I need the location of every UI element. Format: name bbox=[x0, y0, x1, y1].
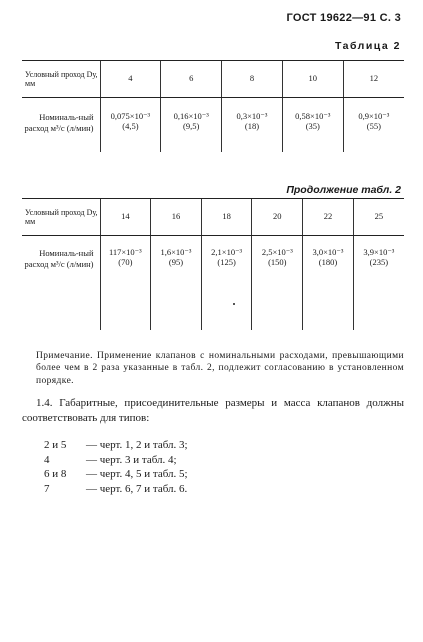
flow-lpm: (125) bbox=[217, 256, 236, 267]
scan-speck bbox=[233, 303, 235, 305]
drawing-reference: — черт. 3 и табл. 4; bbox=[86, 453, 177, 466]
flow-lpm: (180) bbox=[318, 256, 338, 267]
column-header: 12 bbox=[343, 61, 404, 98]
flow-lpm: (70) bbox=[118, 256, 133, 267]
table-header-row bbox=[22, 61, 404, 98]
table-header-row bbox=[22, 199, 404, 236]
table-cell bbox=[161, 98, 222, 153]
nominal-flow-label: Номиналь-ный расход м³/с (л/мин) bbox=[24, 112, 94, 133]
table-row bbox=[22, 236, 404, 331]
flow-value: 2,5×10⁻³ bbox=[261, 247, 293, 257]
flow-lpm: (9,5) bbox=[183, 120, 200, 131]
column-header: 18 bbox=[201, 199, 252, 236]
flow-lpm: (235) bbox=[369, 256, 389, 267]
flow-value: 2,1×10⁻³ bbox=[211, 247, 243, 257]
type-reference-list bbox=[44, 438, 188, 496]
table-2-continuation-caption: Продолжение табл. 2 bbox=[286, 184, 401, 196]
column-header: 14 bbox=[100, 199, 151, 236]
page-header: ГОСТ 19622—91 С. 3 bbox=[286, 12, 401, 24]
list-item bbox=[44, 453, 188, 468]
flow-value: 3,0×10⁻³ bbox=[312, 247, 344, 257]
column-header: 6 bbox=[161, 61, 222, 98]
flow-lpm: (55) bbox=[366, 120, 381, 131]
list-item bbox=[44, 467, 188, 482]
table-note: Примечание. Применение клапанов с номинальными расходами, превышающими более чем в 2 раза указанные в табл. 2, подлежит согласованию в установленном порядке. bbox=[36, 351, 404, 386]
column-header: 22 bbox=[303, 199, 354, 236]
flow-lpm: (4,5) bbox=[122, 120, 139, 131]
list-item bbox=[44, 482, 188, 497]
flow-value: 0,58×10⁻³ bbox=[295, 111, 331, 121]
flow-lpm: (95) bbox=[168, 256, 184, 267]
flow-lpm: (150) bbox=[268, 256, 287, 267]
drawing-reference: — черт. 1, 2 и табл. 3; bbox=[86, 439, 188, 451]
table-cell bbox=[343, 98, 404, 153]
nominal-bore-label: Условный проход Dу, мм bbox=[22, 199, 100, 236]
table-cell bbox=[151, 236, 202, 331]
table-cell bbox=[282, 98, 343, 153]
table-2-continuation bbox=[22, 198, 404, 330]
valve-types: 2 и 5 bbox=[44, 439, 67, 451]
table-cell bbox=[100, 98, 161, 153]
flow-value: 0,3×10⁻³ bbox=[236, 111, 268, 121]
table-cell bbox=[222, 98, 283, 153]
list-item bbox=[44, 438, 188, 453]
column-header: 16 bbox=[151, 199, 202, 236]
column-header: 4 bbox=[100, 61, 161, 98]
column-header: 25 bbox=[353, 199, 404, 236]
column-header: 20 bbox=[252, 199, 303, 236]
table-cell bbox=[100, 236, 151, 331]
table-row bbox=[22, 98, 404, 153]
table-2-caption: Таблица 2 bbox=[334, 40, 401, 52]
table-cell bbox=[353, 236, 404, 331]
column-header: 10 bbox=[282, 61, 343, 98]
flow-lpm: (18) bbox=[244, 120, 260, 131]
drawing-reference: — черт. 4, 5 и табл. 5; bbox=[86, 468, 188, 481]
table-cell bbox=[201, 236, 252, 331]
paragraph-1-4: 1.4. Габаритные, присоединительные размеры и масса клапанов должны соответствовать для типов: bbox=[22, 397, 404, 424]
valve-types: 4 bbox=[44, 453, 50, 466]
flow-value: 0,16×10⁻³ bbox=[173, 111, 209, 121]
flow-value: 117×10⁻³ bbox=[108, 247, 142, 257]
nominal-bore-label: Условный проход Dу, мм bbox=[22, 61, 100, 98]
table-cell bbox=[303, 236, 354, 331]
column-header: 8 bbox=[222, 61, 283, 98]
table-2 bbox=[22, 60, 404, 152]
flow-value: 3,9×10⁻³ bbox=[363, 247, 395, 257]
flow-value: 0,075×10⁻³ bbox=[110, 111, 151, 121]
nominal-flow-label: Номиналь-ный расход м³/с (л/мин) bbox=[24, 248, 94, 269]
drawing-reference: — черт. 6, 7 и табл. 6. bbox=[86, 482, 188, 495]
flow-value: 1,6×10⁻³ bbox=[160, 247, 192, 257]
valve-types: 6 и 8 bbox=[44, 468, 67, 481]
flow-value: 0,9×10⁻³ bbox=[358, 111, 390, 121]
valve-types: 7 bbox=[44, 482, 50, 495]
table-cell bbox=[252, 236, 303, 331]
flow-lpm: (35) bbox=[305, 120, 320, 131]
